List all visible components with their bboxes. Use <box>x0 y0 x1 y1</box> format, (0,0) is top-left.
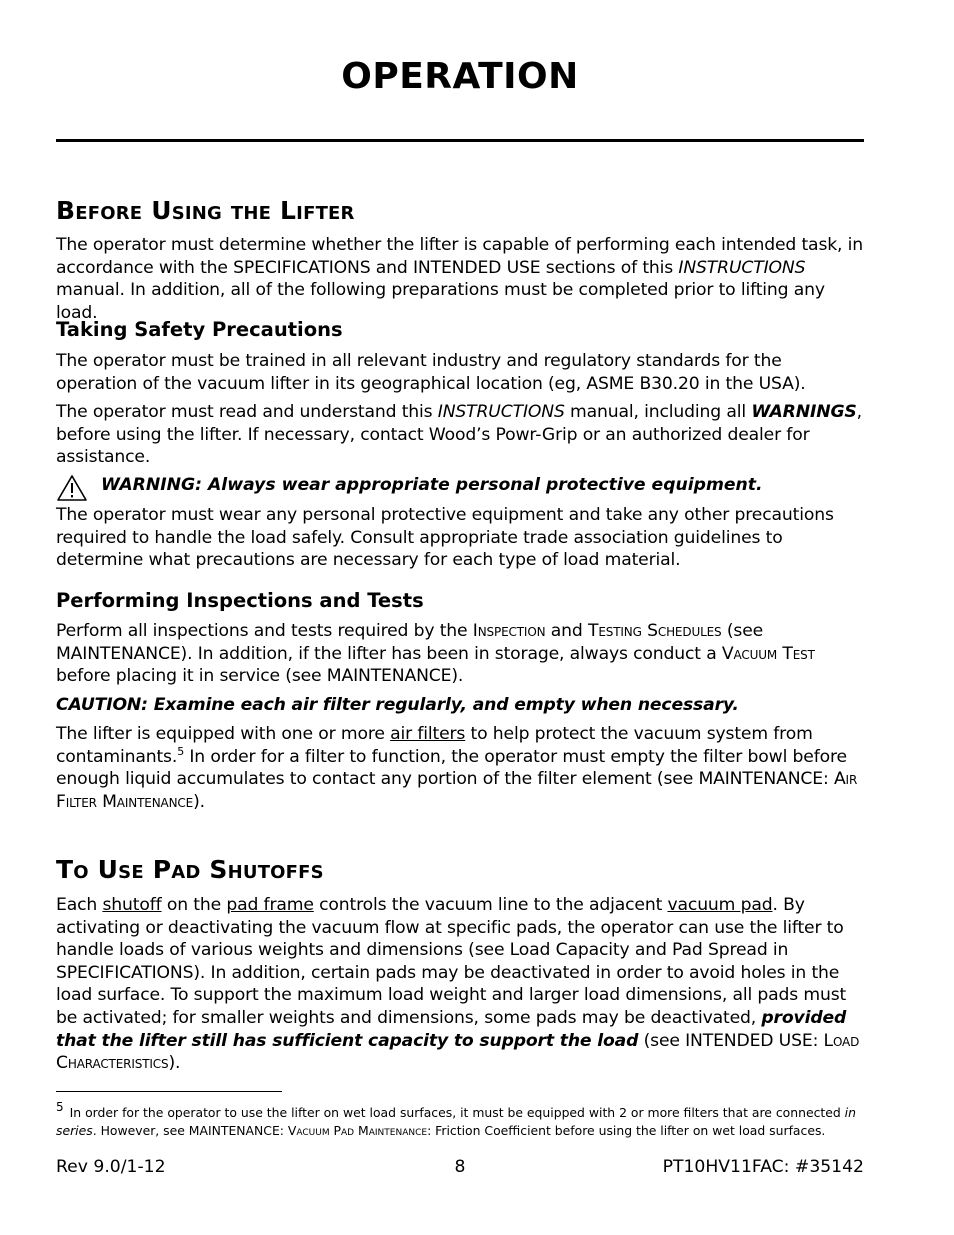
section1-intro: The operator must determine whether the lifter is capable of performing each intended task, in accordance with the SPECIFICATIONS and INTENDED USE sections of this INSTRUCTIONS manual. In addition, all of the following preparations must be completed prior to lifting any load. <box>56 235 864 323</box>
title-rule <box>56 139 864 142</box>
safety-paragraph-1: The operator must be trained in all relevant industry and regulatory standards for the operation of the vacuum lifter in its geographical location (eg, ASME B30.20 in the USA). <box>56 351 806 394</box>
footer-document-id: PT10HV11FAC: #35142 <box>662 1157 864 1177</box>
pad-frame-term: pad frame <box>226 895 314 915</box>
page-title: OPERATION <box>341 56 579 97</box>
subheading-safety-precautions: Taking Safety Precautions <box>56 318 343 341</box>
section-heading-pad-shutoffs: To Use Pad Shutoffs <box>56 855 324 884</box>
safety-paragraph-3: The operator must wear any personal protective equipment and take any other precautions required to handle the load safely. Consult appropriate trade association guidelines to determine what precautions are necessary for each type of load material. <box>56 505 834 571</box>
caution-text: CAUTION: Examine each air filter regularly, and empty when necessary. <box>56 695 739 715</box>
air-filters-term: air filters <box>390 724 466 744</box>
shutoff-term: shutoff <box>102 895 162 915</box>
warning-text: WARNING: Always wear appropriate personal protective equipment. <box>101 475 763 495</box>
footer-revision: Rev 9.0/1-12 <box>56 1157 166 1177</box>
pad-shutoffs-paragraph: Each shutoff on the pad frame controls the vacuum line to the adjacent vacuum pad. By activating or deactivating the vacuum flow at specific pads, the operator can use the lifter to handle loads of various weights and dimensions (see Load Capacity and Pad Spread in SPECIFICATIONS). In addition, certain pads may be deactivated in order to avoid holes in the load surface. To support the maximum load weight and larger load dimensions, all pads must be activated; for smaller weights and dimensions, some pads may be deactivated, provided that the lifter still has sufficient capacity to support the load (see INTENDED USE: Load Characteristics). <box>56 895 860 1074</box>
footer-page-number: 8 <box>454 1157 466 1177</box>
vacuum-pad-term: vacuum pad <box>667 895 773 915</box>
footnote-rule <box>56 1091 282 1092</box>
safety-paragraph-2: The operator must read and understand this INSTRUCTIONS manual, including all WARNINGS, before using the lifter. If necessary, contact Wood’s Powr-Grip or an authorized dealer for assistance. <box>56 402 862 468</box>
footnote-ref: 5 <box>177 744 185 758</box>
warning-triangle-icon <box>56 474 88 502</box>
footnote: $^5$ In order for the operator to use the lifter on wet load surfaces, it must be equipped with 2 or more filters that are connected in series. However, see MAINTENANCE: Vacuum Pad Maintenance: Friction Coefficient before using the lifter on wet load surfaces. <box>56 1100 856 1138</box>
subheading-inspections-tests: Performing Inspections and Tests <box>56 589 424 612</box>
inspections-paragraph-2: The lifter is equipped with one or more air filters to help protect the vacuum system from contaminants.$^5$ In order for a filter to function, the operator must empty the filter bowl before enough liquid accumulates to contact any portion of the filter element (see MAINTENANCE: Air Filter Maintenance). <box>56 724 858 812</box>
section-heading-before-using: Before Using the Lifter <box>56 196 355 225</box>
inspections-paragraph-1: Perform all inspections and tests required by the Inspection and Testing Schedules (see MAINTENANCE). In addition, if the lifter has been in storage, always conduct a Vacuum Test before placing it in service (see MAINTENANCE). <box>56 621 815 687</box>
